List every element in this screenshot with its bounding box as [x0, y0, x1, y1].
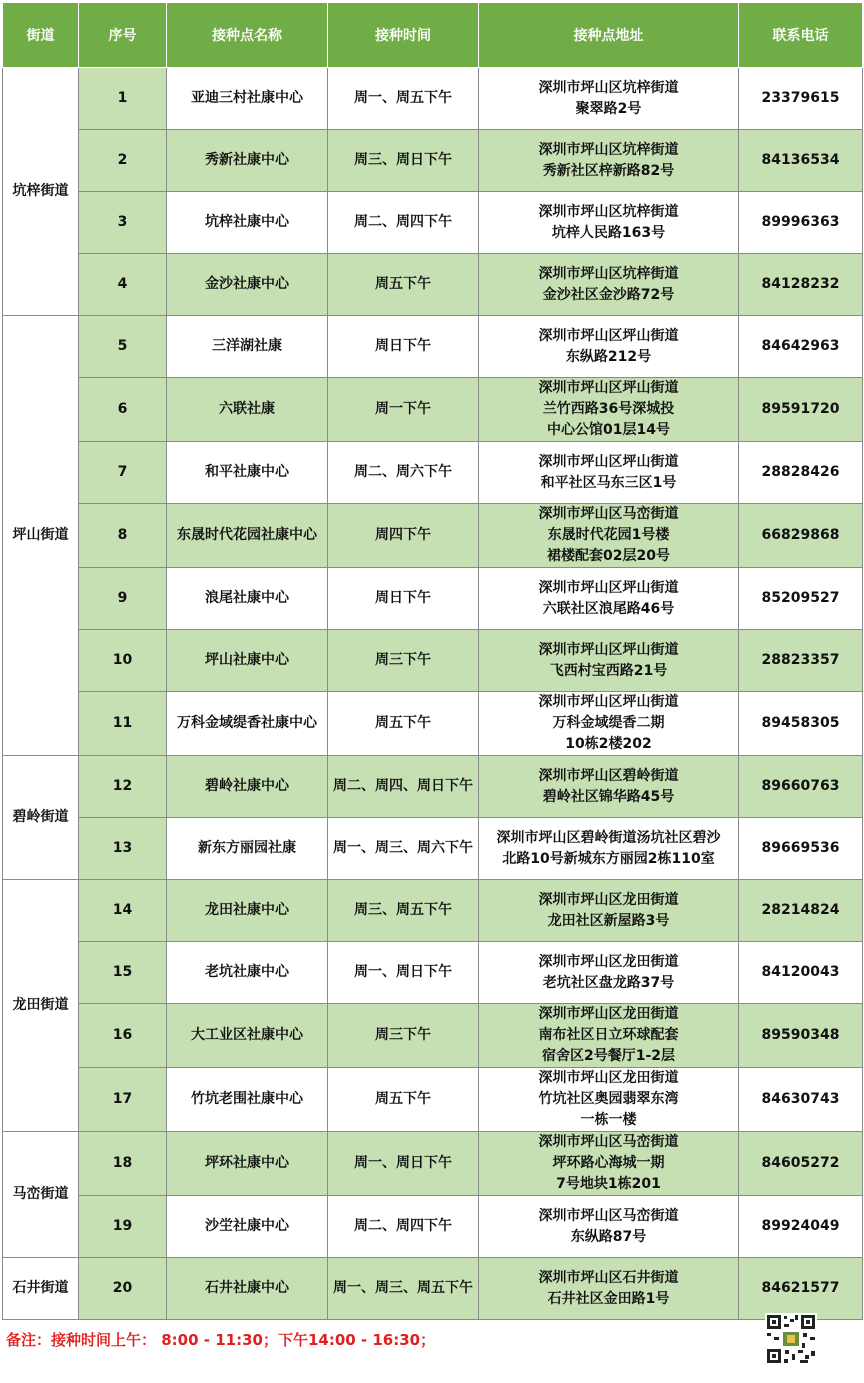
site-name-cell: 坪环社康中心 [167, 1132, 328, 1196]
time-cell: 周二、周四下午 [328, 192, 479, 254]
address-cell: 深圳市坪山区碧岭街道 碧岭社区锦华路45号 [479, 756, 739, 818]
site-name-cell: 和平社康中心 [167, 442, 328, 504]
phone-cell: 84621577 [739, 1258, 863, 1320]
site-name-cell: 龙田社康中心 [167, 880, 328, 942]
street-cell: 坪山街道 [3, 316, 79, 756]
street-cell: 坑梓街道 [3, 68, 79, 316]
seq-cell: 4 [79, 254, 167, 316]
street-cell: 石井街道 [3, 1258, 79, 1320]
time-cell: 周三、周日下午 [328, 130, 479, 192]
phone-cell: 84120043 [739, 942, 863, 1004]
site-name-cell: 亚迪三村社康中心 [167, 68, 328, 130]
table-row [3, 1068, 863, 1132]
phone-cell: 84128232 [739, 254, 863, 316]
time-cell: 周二、周六下午 [328, 442, 479, 504]
phone-cell: 85209527 [739, 568, 863, 630]
header-phone: 联系电话 [739, 3, 863, 68]
site-name-cell: 沙坣社康中心 [167, 1196, 328, 1258]
time-cell: 周日下午 [328, 316, 479, 378]
street-cell: 马峦街道 [3, 1132, 79, 1258]
site-name-cell: 浪尾社康中心 [167, 568, 328, 630]
vaccination-table [2, 2, 863, 1320]
table-row [3, 1196, 863, 1258]
table-row [3, 692, 863, 756]
time-cell: 周五下午 [328, 1068, 479, 1132]
address-cell: 深圳市坪山区坪山街道 六联社区浪尾路46号 [479, 568, 739, 630]
site-name-cell: 新东方丽园社康 [167, 818, 328, 880]
table-row [3, 442, 863, 504]
seq-cell: 2 [79, 130, 167, 192]
table-row [3, 378, 863, 442]
site-name-cell: 东晟时代花园社康中心 [167, 504, 328, 568]
time-cell: 周五下午 [328, 692, 479, 756]
time-cell: 周三、周五下午 [328, 880, 479, 942]
table-row [3, 1132, 863, 1196]
phone-cell: 66829868 [739, 504, 863, 568]
address-cell: 深圳市坪山区坪山街道 万科金域缇香二期 10栋2楼202 [479, 692, 739, 756]
time-cell: 周三下午 [328, 1004, 479, 1068]
header-row [3, 3, 863, 68]
time-cell: 周二、周四、周日下午 [328, 756, 479, 818]
address-cell: 深圳市坪山区马峦街道 东纵路87号 [479, 1196, 739, 1258]
seq-cell: 11 [79, 692, 167, 756]
table-row [3, 68, 863, 130]
seq-cell: 6 [79, 378, 167, 442]
time-cell: 周三下午 [328, 630, 479, 692]
remark-note: 备注：接种时间上午： 8:00 - 11:30；下午14:00 - 16:30； [6, 1331, 436, 1349]
site-name-cell: 老坑社康中心 [167, 942, 328, 1004]
address-cell: 深圳市坪山区坑梓街道 坑梓人民路163号 [479, 192, 739, 254]
site-name-cell: 竹坑老围社康中心 [167, 1068, 328, 1132]
address-cell: 深圳市坪山区龙田街道 龙田社区新屋路3号 [479, 880, 739, 942]
phone-cell: 84136534 [739, 130, 863, 192]
header-time: 接种时间 [328, 3, 479, 68]
table-row [3, 1004, 863, 1068]
site-name-cell: 金沙社康中心 [167, 254, 328, 316]
table-row [3, 630, 863, 692]
address-cell: 深圳市坪山区坑梓街道 金沙社区金沙路72号 [479, 254, 739, 316]
site-name-cell: 万科金域缇香社康中心 [167, 692, 328, 756]
table-row [3, 880, 863, 942]
phone-cell: 28828426 [739, 442, 863, 504]
address-cell: 深圳市坪山区石井街道 石井社区金田路1号 [479, 1258, 739, 1320]
address-cell: 深圳市坪山区坑梓街道 秀新社区梓新路82号 [479, 130, 739, 192]
table-row [3, 316, 863, 378]
table-row [3, 192, 863, 254]
address-cell: 深圳市坪山区坑梓街道 聚翠路2号 [479, 68, 739, 130]
address-cell: 深圳市坪山区坪山街道 兰竹西路36号深城投 中心公馆01层14号 [479, 378, 739, 442]
seq-cell: 7 [79, 442, 167, 504]
phone-cell: 84630743 [739, 1068, 863, 1132]
phone-cell: 89590348 [739, 1004, 863, 1068]
seq-cell: 16 [79, 1004, 167, 1068]
street-cell: 碧岭街道 [3, 756, 79, 880]
address-cell: 深圳市坪山区坪山街道 东纵路212号 [479, 316, 739, 378]
seq-cell: 10 [79, 630, 167, 692]
seq-cell: 1 [79, 68, 167, 130]
address-cell: 深圳市坪山区马峦街道 坪环路心海城一期 7号地块1栋201 [479, 1132, 739, 1196]
table-row [3, 568, 863, 630]
table-row [3, 818, 863, 880]
header-seq: 序号 [79, 3, 167, 68]
table-row [3, 130, 863, 192]
table-row [3, 942, 863, 1004]
time-cell: 周一、周日下午 [328, 942, 479, 1004]
table-body [3, 68, 863, 1320]
time-cell: 周一下午 [328, 378, 479, 442]
address-cell: 深圳市坪山区龙田街道 竹坑社区奥园翡翠东湾 一栋一楼 [479, 1068, 739, 1132]
time-cell: 周四下午 [328, 504, 479, 568]
header-address: 接种点地址 [479, 3, 739, 68]
site-name-cell: 坪山社康中心 [167, 630, 328, 692]
phone-cell: 23379615 [739, 68, 863, 130]
time-cell: 周五下午 [328, 254, 479, 316]
seq-cell: 15 [79, 942, 167, 1004]
site-name-cell: 碧岭社康中心 [167, 756, 328, 818]
site-name-cell: 坑梓社康中心 [167, 192, 328, 254]
phone-cell: 89660763 [739, 756, 863, 818]
phone-cell: 84605272 [739, 1132, 863, 1196]
phone-cell: 89669536 [739, 818, 863, 880]
site-name-cell: 六联社康 [167, 378, 328, 442]
header-street: 街道 [3, 3, 79, 68]
time-cell: 周一、周三、周六下午 [328, 818, 479, 880]
seq-cell: 8 [79, 504, 167, 568]
table-row [3, 504, 863, 568]
address-cell: 深圳市坪山区龙田街道 南布社区日立环球配套 宿舍区2号餐厅1-2层 [479, 1004, 739, 1068]
seq-cell: 13 [79, 818, 167, 880]
table-row [3, 254, 863, 316]
header-site-name: 接种点名称 [167, 3, 328, 68]
phone-cell: 28214824 [739, 880, 863, 942]
seq-cell: 12 [79, 756, 167, 818]
phone-cell: 89591720 [739, 378, 863, 442]
phone-cell: 89458305 [739, 692, 863, 756]
site-name-cell: 三洋湖社康 [167, 316, 328, 378]
time-cell: 周二、周四下午 [328, 1196, 479, 1258]
site-name-cell: 石井社康中心 [167, 1258, 328, 1320]
address-cell: 深圳市坪山区龙田街道 老坑社区盘龙路37号 [479, 942, 739, 1004]
table-row [3, 756, 863, 818]
seq-cell: 14 [79, 880, 167, 942]
seq-cell: 3 [79, 192, 167, 254]
time-cell: 周一、周五下午 [328, 68, 479, 130]
phone-cell: 89996363 [739, 192, 863, 254]
street-cell: 龙田街道 [3, 880, 79, 1132]
address-cell: 深圳市坪山区马峦街道 东晟时代花园1号楼 裙楼配套02层20号 [479, 504, 739, 568]
site-name-cell: 秀新社康中心 [167, 130, 328, 192]
time-cell: 周日下午 [328, 568, 479, 630]
seq-cell: 5 [79, 316, 167, 378]
seq-cell: 17 [79, 1068, 167, 1132]
seq-cell: 20 [79, 1258, 167, 1320]
phone-cell: 84642963 [739, 316, 863, 378]
site-name-cell: 大工业区社康中心 [167, 1004, 328, 1068]
address-cell: 深圳市坪山区碧岭街道汤坑社区碧沙 北路10号新城东方丽园2栋110室 [479, 818, 739, 880]
table-row [3, 1258, 863, 1320]
time-cell: 周一、周日下午 [328, 1132, 479, 1196]
seq-cell: 18 [79, 1132, 167, 1196]
seq-cell: 9 [79, 568, 167, 630]
phone-cell: 89924049 [739, 1196, 863, 1258]
phone-cell: 28823357 [739, 630, 863, 692]
seq-cell: 19 [79, 1196, 167, 1258]
address-cell: 深圳市坪山区坪山街道 飞西村宝西路21号 [479, 630, 739, 692]
qr-code-icon [765, 1313, 817, 1365]
time-cell: 周一、周三、周五下午 [328, 1258, 479, 1320]
address-cell: 深圳市坪山区坪山街道 和平社区马东三区1号 [479, 442, 739, 504]
